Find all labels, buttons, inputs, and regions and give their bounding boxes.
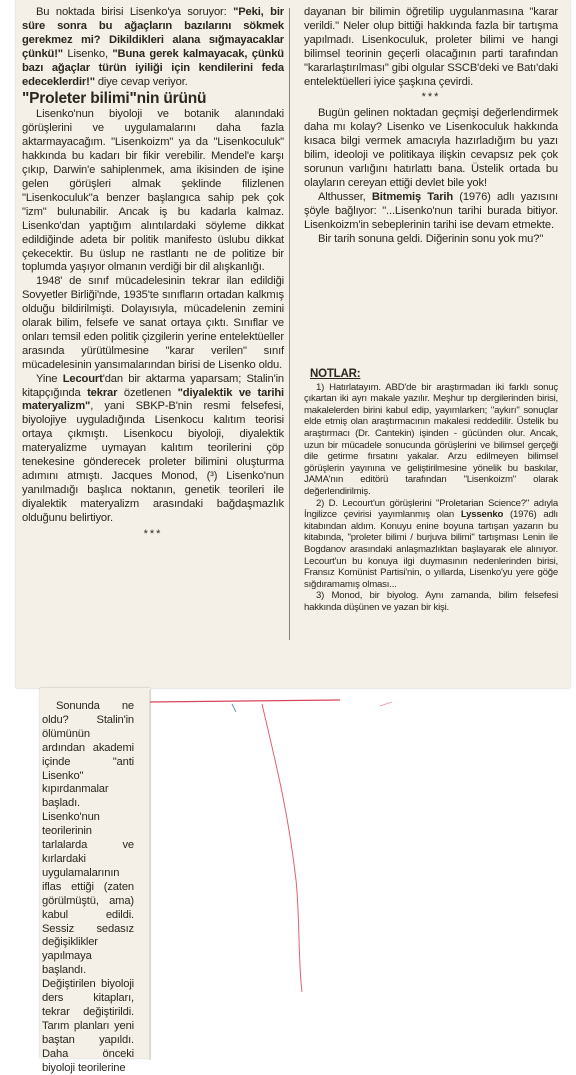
text: , yani SBKP-B'nin resmi felsefesi, biyolojiye uyguladığında Lisenkocu kalıtım teorisi ortaya çıkmıştı. Lisenkocu biyoloji, diyalektik materyalizme uymayan kalıtım teorilerini çöp tenekesine gönderecek proleter bilimini oluşturma adımını atmıştı. Jacques Monod, (³) Lisenko'nun yanılmadığı başlıca noktanın, genetik teorileri ile diyalektik materyalizm arasındaki bağdaşmazlık olduğunu belirtiyor. — [22, 400, 284, 524]
text: (1976) adlı kitabından aldım. Konuyu enine boyuna tartışan yazarın bu kitabında, "proleter bilimi / burjuva bilimi" tartışması Lenin ile Bogdanov arasındaki anlaşmazlıktan başlayarak ele alınıyor. Lecourt'un bu konuya ilgi duymasının nedenlerinden birisi, Fransız Komünist Partisi'nin, o yıllarda, Lisenko'yu yere göğe sığdıramamış olması... — [304, 509, 558, 590]
text: Althusser, — [318, 190, 372, 203]
bold-name: Lecourt — [62, 372, 103, 385]
bold-quote: "Buna gerek kalmayacak, çünkü bazı ağaçlar türün iyiliği için kendilerini feda edeceklerdir!" — [22, 47, 284, 88]
text: (1976) adlı yazısını şöyle bağlıyor: "...Lisenko'nun tarihi burada bitiyor. Lisenkoizm'in sebeplerinin tarihi ise devam etmekte. — [304, 190, 558, 231]
paragraph-1948: 1948' de sınıf mücadelesinin tekrar ilan edildiği Sovyetler Birliği'nde, 1935'te sınıfların ortadan kalkmış olduğu bildirilmişti. Dolayısıyla, mücadelenin zemini olarak bilim, felsefe ve sanat ortaya çıktı. Sınıflar ve onları temsil eden politik çizgilerin yerine entelektüeller arasında yürütülmesine "karar verilen" sınıf mücadelesinin yansımalarından birisi de Lisenko oldu. — [22, 275, 284, 371]
bold-title: Bitmemiş Tarih — [371, 190, 454, 203]
text: özetlenen — [117, 386, 178, 399]
text: Bu noktada birisi Lisenko'ya soruyor: — [36, 6, 234, 18]
text: 'dan bir aktarma yaparsam; Stalin'in kitapçığında — [22, 372, 284, 399]
paragraph-lecourt — [22, 373, 284, 526]
note-3: 3) Monod, bir biyolog. Aynı zamanda, bilim felsefesi hakkında düşünen ve yazan bir kişi. — [304, 590, 558, 613]
section-separator: *** — [421, 91, 441, 104]
section-heading: "Proleter bilimi"nin ürünü — [22, 90, 207, 108]
blank-scan-area — [150, 700, 570, 1060]
right-column — [304, 6, 558, 247]
notes-heading: NOTLAR: — [310, 368, 361, 380]
paragraph-lisenkoizm: Lisenko'nun biyoloji ve botanik alanındaki görüşlerini ve uygulamalarını daha fazla aktarmayacağım. "Lisenkoizm" ya da "Lisenkoculuk" hakkında bu kadarı bir fikir verebilir. Mendel'e karşı çıkıp, Darwin'e sahiplenmek, ama ikisinden de işine gelen görüşleri almak şeklinde filizlenen "Lisenkoculuk"a benzer başlangıca sahip pek çok "izm" bulunabilir. Ancak iş bu kadarla kalmaz. Lisenko'dan yaptığım alıntılardaki söyleme dikkat edildiğinde adeta bir politik manifesto üslubu dikkat çekecektir. Bu üslup ne rastlantı ne de politize bir toplumda yaşıyor olmanın verdiği bir dil alışkanlığı. — [22, 108, 284, 274]
bold-title: Lyssenko — [460, 509, 504, 521]
section-separator: *** — [143, 527, 163, 540]
note-1: 1) Hatırlatayım. ABD'de bir araştırmadan iki farklı sonuç çıkartan iki ayrı makale yazılır. Meşhur tıp dergilerinden birisi, makalelerden birini kabul edip, yayımlarken; "aykırı" sonuçlar elde etmiş olan araştırmacının makalesi reddedilir. Üstelik bu araştırmacı (Dr. Cantekin) işinden - gücünden olur. Ancak, uzun bir mücadele sonucunda görüşlerini ve bilimsel gerçeği dile getirme fırsatını yakalar. Arzu edilmeyen bilimsel görüşlerin yayınına ve geliştirilmesine yönelik bu baskılar, JAMA'nın editörü tarafından "Lisenkoizm" olarak değerlendirilmiş. — [304, 381, 558, 497]
bold-term: "diyalektik ve tarihi materyalizm" — [22, 386, 284, 413]
paragraph-aftermath: Sonunda ne oldu? Stalin'in ölümünün ardından akademi içinde "anti Lisenko" kıpırdanmalar başladı. Lisenko'nun teorilerinin tarlalarda ve kırlardaki uygulamalarının iflas ettiği (zaten görülmüştü, ama) kabul edildi. Sessiz sedasız değişiklikler yapılmaya başlandı. Değiştirilen biyoloji ders kitapları, tekrar değiştirildi. Tarım planları yeni baştan yapıldı. Daha önceki biyoloji teorilerine — [42, 700, 134, 1074]
column-divider — [289, 8, 290, 640]
paragraph-lisenko-question — [22, 6, 284, 89]
paragraph-althusser — [304, 191, 558, 233]
text: Yine — [36, 372, 63, 385]
text: Lisenko, — [62, 47, 113, 60]
text: 2) D. Lecourt'un görüşlerini "Proletarian Science?" adıyla İngilizce çevirisi yayımlanmış olan — [304, 497, 558, 521]
paragraph-closing: Bir tarih sonuna geldi. Diğerinin sonu yok mu?" — [318, 232, 544, 245]
notes-section — [304, 369, 558, 613]
bold-quote: "Peki, bir süre sonra bu ağaçların bazılarını sökmek gerekmez mi? Dikildikleri alana sığmayacaklar çünkü!" — [22, 6, 284, 60]
paragraph-continuation: dayanan bir bilimin öğretilip uygulanmasına "karar verildi." Neler olup bittiği hakkında fazla bir tartışma yapılmadı. Lisenkoculuk, proleter bilimi ve hangi bilimsel teorinin geçerli olacağının parti tarafından "kararlaştırılması" gibi olgular SSCB'deki ve Batı'daki entelektüelleri iyice şaşkına çevirdi. — [304, 6, 558, 88]
bold-word: tekrar — [87, 386, 118, 399]
note-2 — [304, 498, 558, 591]
paragraph-today: Bugün gelinen noktadan geçmişi değerlendirmek daha mı kolay? Lisenko ve Lisenkoculuk hakkında kısaca bilgi vermek amacıyla hazırladığım bu yazı bilim, ideoloji ve politikaya ilişkin cevapsız pek çok sorunun varlığını hatırlattı bana. Üstelik ortada bu olayların cereyan ettiği devlet bile yok! — [304, 107, 558, 189]
narrow-column — [42, 700, 134, 1075]
left-column — [22, 6, 284, 544]
text: diye cevap veriyor. — [94, 75, 188, 88]
